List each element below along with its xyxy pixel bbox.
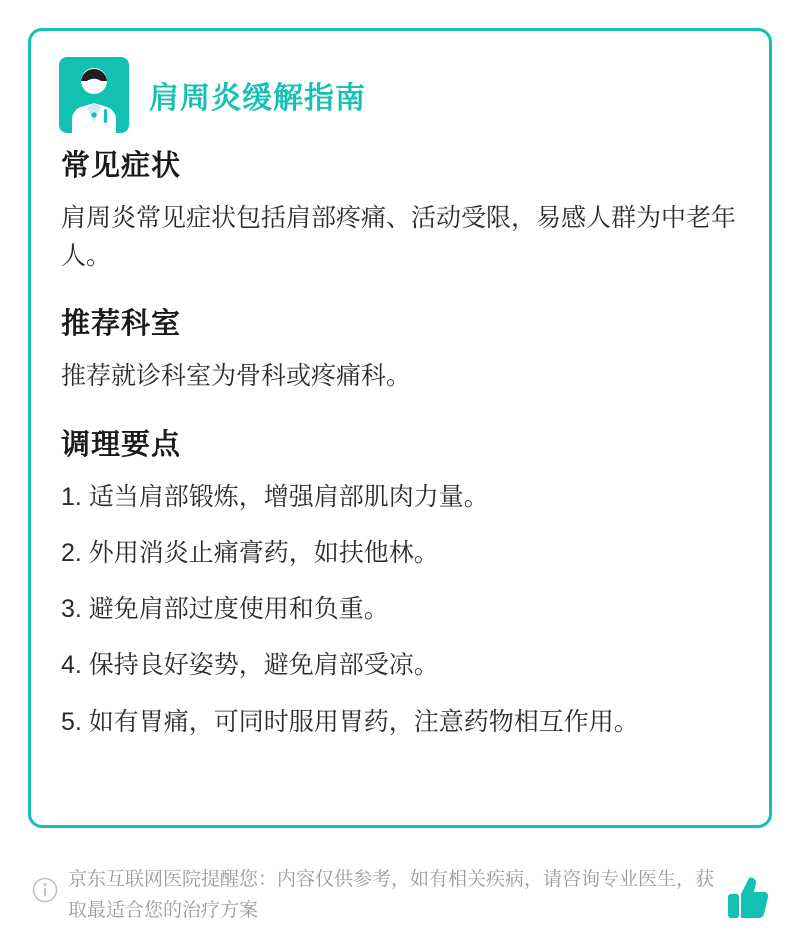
guide-card — [28, 28, 772, 828]
section-heading-care-points: 调理要点 — [61, 428, 182, 461]
section-heading-department: 推荐科室 — [61, 308, 182, 340]
footer-disclaimer: 京东互联网医院提醒您：内容仅供参考，如有相关疾病，请咨询专业医生，获取最适合您的治疗方案 — [68, 869, 715, 922]
section-text-department: 推荐就诊科室为骨科或疼痛科。 — [61, 362, 412, 390]
list-item: 4. 保持良好姿势，避免肩部受凉。 — [61, 651, 439, 680]
section-department — [61, 301, 739, 396]
list-item: 2. 外用消炎止痛膏药，如扶他林。 — [61, 538, 439, 567]
section-heading-symptoms: 常见症状 — [61, 150, 182, 182]
doctor-avatar-icon — [59, 57, 129, 133]
thumbs-up-icon[interactable] — [726, 874, 770, 920]
list-item: 5. 如有胃痛，可同时服用胃药，注意药物相互作用。 — [61, 707, 639, 736]
care-points-list — [61, 479, 739, 740]
content-area — [61, 143, 739, 766]
section-symptoms — [61, 143, 739, 275]
section-care-points — [61, 422, 739, 740]
page-title: 肩周炎缓解指南 — [149, 82, 366, 115]
section-text-symptoms: 肩周炎常见症状包括肩部疼痛、活动受限，易感人群为中老年人。 — [61, 204, 737, 270]
info-circle-icon — [32, 877, 58, 903]
list-item: 1. 适当肩部锻炼，增强肩部肌肉力量。 — [61, 482, 489, 511]
list-item: 3. 避免肩部过度使用和负重。 — [61, 595, 389, 623]
footer — [0, 852, 800, 945]
